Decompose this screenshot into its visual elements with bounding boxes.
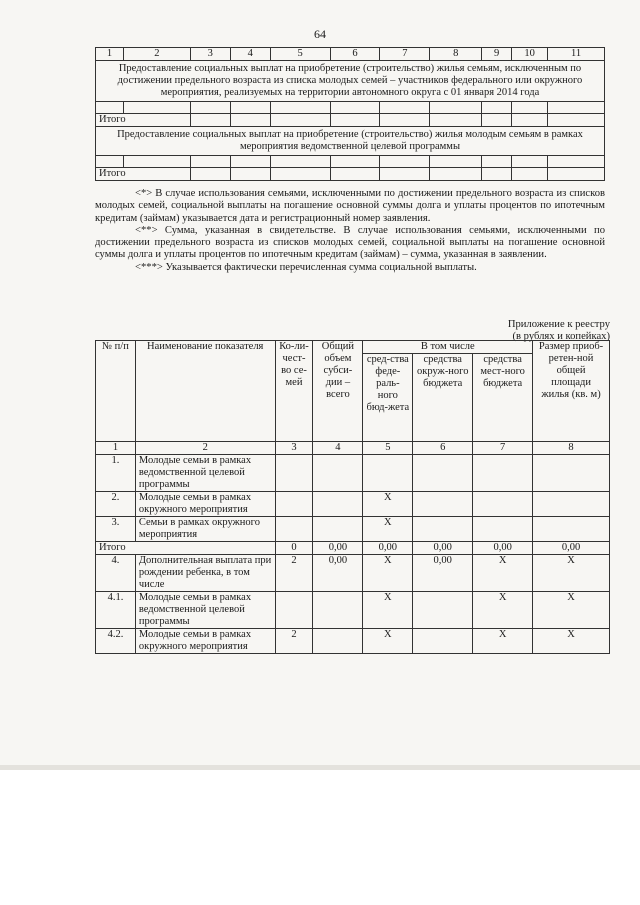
row-total <box>313 517 363 542</box>
row-name: Семьи в рамках окружного мероприятия <box>135 517 275 542</box>
col-number: 8 <box>533 442 610 455</box>
itogo-row <box>96 168 605 181</box>
itogo-total: 0,00 <box>313 542 363 555</box>
col-number: 4 <box>313 442 363 455</box>
row-mest <box>473 492 533 517</box>
row-total <box>313 492 363 517</box>
appendix-units: (в рублях и копейках) <box>512 331 610 342</box>
row-area: X <box>533 629 610 654</box>
header-in-total: В том числе <box>363 341 533 354</box>
row-area <box>533 517 610 542</box>
row-okr: 0,00 <box>413 555 473 592</box>
row-mest <box>473 455 533 492</box>
col-number: 4 <box>230 48 270 61</box>
row-count <box>275 517 313 542</box>
col-number: 6 <box>330 48 380 61</box>
empty-row <box>96 102 605 114</box>
row-num: 3. <box>96 517 136 542</box>
row-count <box>275 455 313 492</box>
appendix-title: Приложение к реестру <box>507 319 610 330</box>
header-mest: средства мест-ного бюджета <box>473 354 533 442</box>
col-number: 9 <box>482 48 512 61</box>
row-okr <box>413 455 473 492</box>
col-number: 1 <box>96 442 136 455</box>
col-number: 5 <box>363 442 413 455</box>
row-fed <box>363 455 413 492</box>
row-total <box>313 629 363 654</box>
row-total: 0,00 <box>313 555 363 592</box>
appendix-table <box>95 340 610 654</box>
section-title: Предоставление социальных выплат на приобретение (строительство) жилья молодым семьям в рамках мероприятия ведомственной целевой программы <box>96 127 605 156</box>
column-number-row <box>96 48 605 61</box>
col-number: 11 <box>548 48 605 61</box>
itogo-label: Итого <box>96 114 191 127</box>
footnote: <**> Сумма, указанная в свидетельстве. В случае использования семьями, исключенными по достижении предельного возраста из списков молодых семей, социальной выплаты на погашение основной суммы долга и уплаты процентов по ипотечным кредитам (займам) – сумма, указанная в заявлении. <box>95 224 605 261</box>
row-name: Молодые семьи в рамках окружного мероприятия <box>135 629 275 654</box>
row-num: 4.2. <box>96 629 136 654</box>
itogo-okr: 0,00 <box>413 542 473 555</box>
header-num: № п/п <box>96 341 136 442</box>
col-number: 6 <box>413 442 473 455</box>
row-okr <box>413 492 473 517</box>
col-number: 7 <box>473 442 533 455</box>
row-mest <box>473 517 533 542</box>
row-name: Молодые семьи в рамках окружного мероприятия <box>135 492 275 517</box>
col-number: 10 <box>512 48 548 61</box>
table-row <box>96 629 610 654</box>
row-okr <box>413 592 473 629</box>
registry-table <box>95 47 605 181</box>
col-number: 1 <box>96 48 124 61</box>
col-number: 8 <box>430 48 482 61</box>
header-okr: средства окруж-ного бюджета <box>413 354 473 442</box>
col-number: 7 <box>380 48 430 61</box>
page-number: 64 <box>314 27 326 41</box>
itogo-area: 0,00 <box>533 542 610 555</box>
row-mest: X <box>473 555 533 592</box>
header-fed: сред-ства феде-раль-ного бюд-жета <box>363 354 413 442</box>
row-count <box>275 492 313 517</box>
header-area: Размер приоб-ретен-ной общей площади жилья (кв. м) <box>533 341 610 442</box>
row-num: 1. <box>96 455 136 492</box>
table-row <box>96 455 610 492</box>
row-num: 2. <box>96 492 136 517</box>
row-okr <box>413 629 473 654</box>
section-title: Предоставление социальных выплат на приобретение (строительство) жилья семьям, исключенным по достижении предельного возраста из списка молодых семей – участников федерального или окружного мероприятия, реализуемых на территории автономного округа с 01 января 2014 года <box>96 61 605 102</box>
itogo-label: Итого <box>96 168 191 181</box>
row-fed: X <box>363 592 413 629</box>
row-mest: X <box>473 629 533 654</box>
row-num: 4.1. <box>96 592 136 629</box>
header-count: Ко-ли-чест-во се-мей <box>275 341 313 442</box>
row-total <box>313 455 363 492</box>
row-fed: X <box>363 555 413 592</box>
row-fed: X <box>363 492 413 517</box>
row-name: Дополнительная выплата при рождении ребенка, в том числе <box>135 555 275 592</box>
table-row <box>96 555 610 592</box>
row-area: X <box>533 592 610 629</box>
row-count: 2 <box>275 555 313 592</box>
row-num: 4. <box>96 555 136 592</box>
itogo-row <box>96 114 605 127</box>
row-fed: X <box>363 629 413 654</box>
row-area: X <box>533 555 610 592</box>
itogo-count: 0 <box>275 542 313 555</box>
row-count <box>275 592 313 629</box>
row-name: Молодые семьи в рамках ведомственной целевой программы <box>135 592 275 629</box>
row-count: 2 <box>275 629 313 654</box>
col-number: 3 <box>275 442 313 455</box>
col-number: 2 <box>123 48 190 61</box>
col-number: 3 <box>190 48 230 61</box>
row-okr <box>413 517 473 542</box>
itogo-mest: 0,00 <box>473 542 533 555</box>
col-number: 5 <box>270 48 330 61</box>
header-name: Наименование показателя <box>135 341 275 442</box>
itogo-label: Итого <box>96 542 276 555</box>
footnotes <box>95 188 605 274</box>
row-total <box>313 592 363 629</box>
itogo-row <box>96 542 610 555</box>
row-name: Молодые семьи в рамках ведомственной целевой программы <box>135 455 275 492</box>
itogo-fed: 0,00 <box>363 542 413 555</box>
empty-row <box>96 156 605 168</box>
row-mest: X <box>473 592 533 629</box>
header-total: Общий объем субси-дии – всего <box>313 341 363 442</box>
footnote: <***> Указывается фактически перечисленная сумма социальной выплаты. <box>135 261 477 273</box>
table-row <box>96 517 610 542</box>
col-number: 2 <box>135 442 275 455</box>
footnote: <*> В случае использования семьями, исключенными по достижении предельного возраста из списков молодых семей, социальной выплаты на погашение основной суммы долга и уплаты процентов по ипотечным кредитам (займам) указывается дата и регистрационный номер заявления. <box>95 188 605 224</box>
row-fed: X <box>363 517 413 542</box>
scan-edge <box>0 765 640 770</box>
table-row <box>96 592 610 629</box>
row-area <box>533 455 610 492</box>
column-number-row <box>96 442 610 455</box>
row-area <box>533 492 610 517</box>
table-row <box>96 492 610 517</box>
